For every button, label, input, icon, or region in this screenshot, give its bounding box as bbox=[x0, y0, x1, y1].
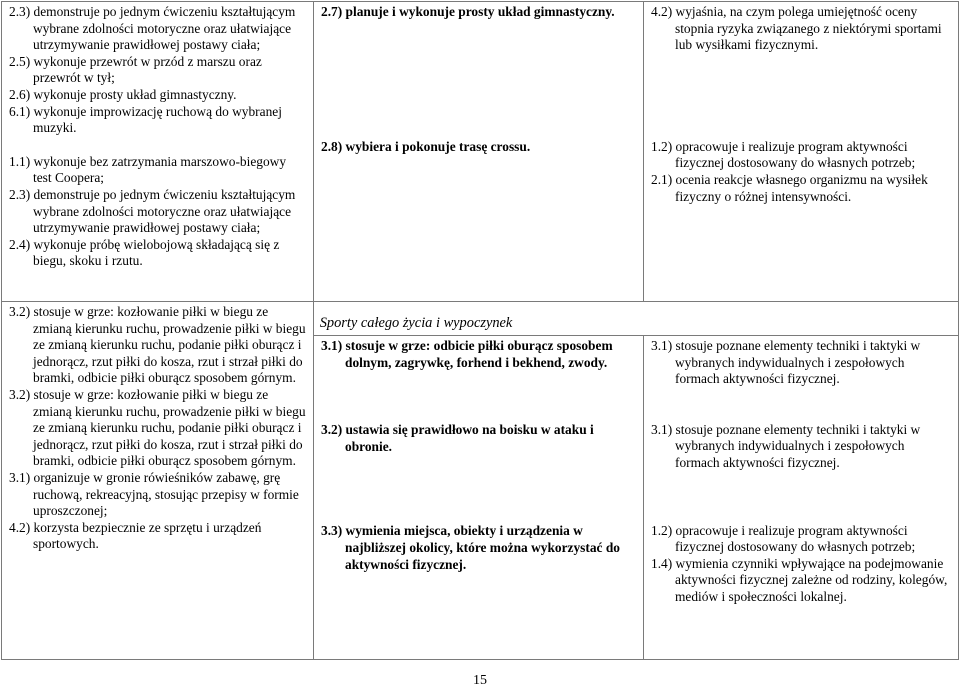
list-item: 2.3) demonstruje po jednym ćwiczeniu kształtującym wybrane zdolności motoryczne oraz ułatwiające utrzymywanie prawidłowej postawy ciała; bbox=[9, 4, 296, 53]
list-item: 2.8) wybiera i pokonuje trasę crossu. bbox=[321, 138, 531, 154]
col1-top-list bbox=[9, 4, 307, 270]
list-item: 4.2) wyjaśnia, na czym polega umiejętność oceny stopnia ryzyka związanego z niektórymi sportami lub wysiłkami fizycznymi. bbox=[651, 4, 942, 53]
list-item: 2.7) planuje i wykonuje prosty układ gimnastyczny. bbox=[321, 4, 615, 19]
list-item: 1.2) opracowuje i realizuje program aktywności fizycznej dostosowany do własnych potrzeb; bbox=[651, 522, 916, 555]
list-item: 6.1) wykonuje improwizację ruchową do wybranej muzyki. bbox=[9, 103, 282, 136]
list-item: 3.3) wymienia miejsca, obiekty i urządzenia w najbliższej okolicy, które można wykorzystać do aktywności fizycznej. bbox=[321, 523, 620, 572]
col3-top-list bbox=[651, 4, 952, 205]
list-item: 2.1) ocenia reakcje własnego organizmu na wysiłek fizyczny o różnej intensywności. bbox=[651, 171, 928, 204]
list-item: 2.6) wykonuje prosty układ gimnastyczny. bbox=[9, 86, 237, 102]
col3-bottom-cell bbox=[644, 336, 959, 660]
col3-bottom-list bbox=[651, 338, 952, 606]
list-item: 1.2) opracowuje i realizuje program aktywności fizycznej dostosowany do własnych potrzeb; bbox=[651, 138, 916, 171]
list-item: 1.1) wykonuje bez zatrzymania marszowo-biegowy test Coopera; bbox=[9, 153, 287, 186]
col3-top-cell bbox=[644, 2, 959, 302]
col2-top-cell bbox=[314, 2, 644, 302]
section-heading: Sporty całego życia i wypoczynek bbox=[319, 315, 513, 332]
list-item: 3.1) stosuje poznane elementy techniki i taktyki w wybranych indywidualnych i zespołowych formach aktywności fizycznej. bbox=[651, 421, 921, 470]
table-row bbox=[2, 302, 959, 336]
list-item: 3.2) ustawia się prawidłowo na boisku w ataku i obronie. bbox=[321, 422, 594, 454]
table-row bbox=[2, 2, 959, 274]
list-item: 3.2) stosuje w grze: kozłowanie piłki w biegu ze zmianą kierunku ruchu, prowadzenie piłki w biegu ze zmianą kierunku ruchu, podanie piłki oburącz i jednorącz, rzut piłki do kosza, rzut i strzał piłki do bramki, odbicie piłki oburącz sposobem górnym. bbox=[9, 304, 306, 386]
curriculum-table bbox=[1, 1, 959, 660]
list-item: 2.3) demonstruje po jednym ćwiczeniu kształtującym wybrane zdolności motoryczne oraz ułatwiające utrzymywanie prawidłowej postawy ciała; bbox=[9, 186, 296, 236]
page-number: 15 bbox=[473, 673, 487, 688]
list-item: 1.4) wymienia czynniki wpływające na podejmowanie aktywności fizycznej zależne od rodziny, kolegów, mediów i społeczności lokalnej. bbox=[651, 555, 948, 604]
list-item: 3.1) organizuje w gronie rówieśników zabawę, grę ruchową, rekreacyjną, stosując przepisy w formie uproszczonej; bbox=[9, 469, 299, 519]
col2-bottom-cell bbox=[314, 336, 644, 660]
col1-top-cell bbox=[2, 2, 314, 302]
list-item: 3.1) stosuje w grze: odbicie piłki oburącz sposobem dolnym, zagrywkę, forhend i bekhend, zwody. bbox=[321, 338, 613, 370]
col2-bottom-list bbox=[321, 338, 637, 573]
list-item: 2.5) wykonuje przewrót w przód z marszu oraz przewrót w tył; bbox=[9, 53, 262, 86]
list-item: 3.2) stosuje w grze: kozłowanie piłki w biegu ze zmianą kierunku ruchu, prowadzenie piłki w biegu ze zmianą kierunku ruchu, podanie piłki oburącz i jednorącz, rzut piłki do kosza, rzut i strzał piłki do bramki, odbicie piłki oburącz sposobem górnym. bbox=[9, 386, 306, 469]
col1-bottom-list bbox=[9, 304, 307, 553]
col2-top-list bbox=[321, 4, 637, 155]
list-item: 4.2) korzysta bezpiecznie ze sprzętu i urządzeń sportowych. bbox=[9, 519, 262, 552]
list-item: 2.4) wykonuje próbę wielobojową składającą się z biegu, skoku i rzutu. bbox=[9, 236, 280, 269]
list-item: 3.1) stosuje poznane elementy techniki i taktyki w wybranych indywidualnych i zespołowych formach aktywności fizycznej. bbox=[651, 338, 921, 387]
col1-bottom-cell bbox=[2, 302, 314, 660]
section-heading-cell bbox=[314, 302, 959, 336]
